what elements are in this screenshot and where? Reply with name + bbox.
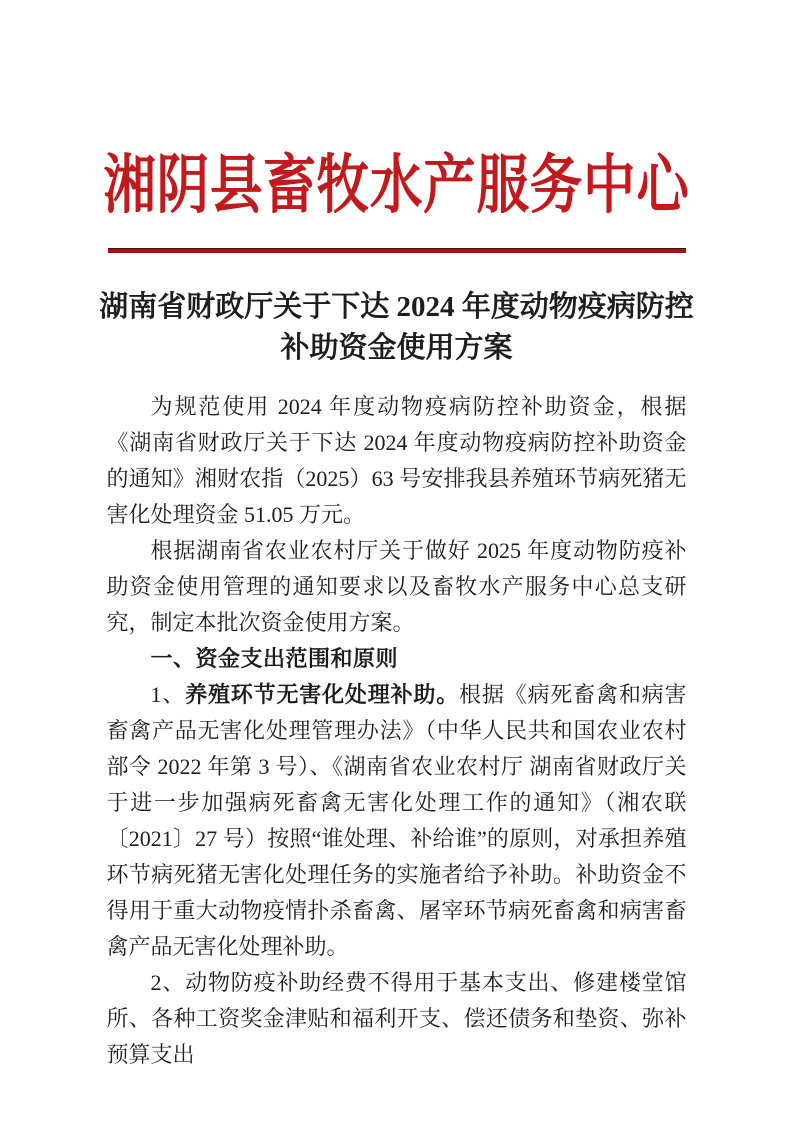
paragraph-basis: 根据湖南省农业农村厅关于做好 2025 年度动物防疫补助资金使用管理的通知要求以及畜牧水产服务中心总支研究，制定本批次资金使用方案。 (106, 538, 687, 635)
letterhead-divider (108, 248, 686, 253)
letterhead-org-name: 湘阴县畜牧水产服务中心 (103, 149, 690, 221)
paragraph-item-1 (107, 677, 687, 965)
paragraph-item-2: 2、动物防疫补助经费不得用于基本支出、修建楼堂馆所、各种工资奖金津贴和福利开支、偿还债务和垫资、弥补预算支出 (106, 970, 687, 1067)
paragraph-intro: 为规范使用 2024 年度动物疫病防控补助资金，根据《湖南省财政厅关于下达 2024 年度动物疫病防控补助资金的通知》湘财农指（2025）63 号安排我县养殖环节病死猪无害化处理资金 51.05 万元。 (106, 394, 687, 527)
document-body (107, 389, 687, 1073)
item-1-number: 1、 (150, 682, 186, 707)
item-1-lead: 养殖环节无害化处理补助。 (185, 682, 460, 707)
section-1-heading: 一、资金支出范围和原则 (150, 646, 399, 671)
item-1-text: 根据《病死畜禽和病害畜禽产品无害化处理管理办法》（中华人民共和国农业农村部令 2022 年第 3 号）、《湖南省农业农村厅 湖南省财政厅关于进一步加强病死畜禽无害化处理工作的通知》（湘农联〔2021〕27 号）按照“谁处理、补给谁”的原则，对承担养殖环节病死猪无害化处理任务的实施者给予补助。补助资金不得用于重大动物疫情扑杀畜禽、屠宰环节病死畜禽和病害畜禽产品无害化处理补助。 (106, 682, 687, 959)
document-title: 湖南省财政厅关于下达 2024 年度动物疫病防控补助资金使用方案 (99, 291, 694, 364)
